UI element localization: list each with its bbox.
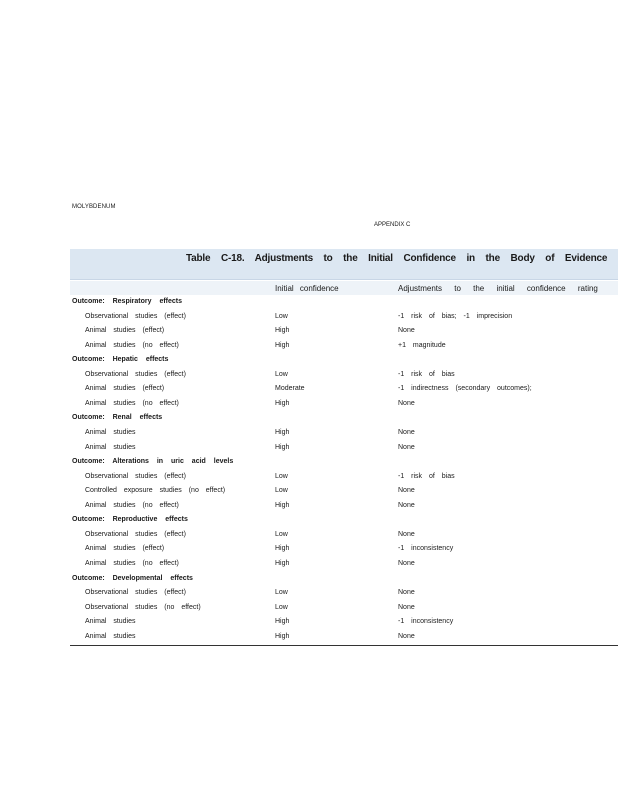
study-label: Animal studies (effect) (85, 385, 165, 393)
study-label: Animal studies (no effect) (85, 559, 179, 567)
outcome-label: Outcome: Respiratory effects (72, 298, 183, 305)
table-row (0, 560, 618, 574)
study-label: Animal studies (no effect) (85, 399, 179, 407)
adjustment-cell: None (398, 589, 415, 596)
table-row (0, 444, 618, 458)
table-row (0, 473, 618, 487)
initial-confidence-cell: High (275, 399, 290, 407)
outcome-label: Outcome: Reproductive effects (72, 516, 188, 524)
initial-confidence-cell: Low (275, 487, 288, 495)
study-label: Observational studies (effect) (85, 589, 186, 596)
adjustment-cell: -1 risk of bias (398, 472, 455, 480)
table-row (0, 487, 618, 501)
running-header-chemical: MOLYBDENUM (72, 204, 116, 210)
initial-confidence-cell: High (275, 618, 290, 626)
adjustment-cell: +1 magnitude (398, 341, 446, 349)
initial-confidence-cell: Low (275, 312, 288, 320)
table-bottom-rule (70, 645, 618, 646)
table-row (0, 604, 618, 618)
outcome-label: Outcome: Developmental effects (72, 574, 193, 582)
study-label: Animal studies (no effect) (85, 341, 179, 349)
adjustment-cell: -1 indirectness (secondary outcomes); (398, 385, 532, 393)
table-row (0, 385, 618, 399)
outcome-label: Outcome: Hepatic effects (72, 356, 169, 364)
table-row (0, 313, 618, 327)
study-label: Animal studies (effect) (85, 327, 165, 335)
table-row (0, 429, 618, 443)
adjustment-cell: -1 risk of bias; -1 imprecision (398, 312, 513, 320)
table-row (0, 589, 618, 603)
initial-confidence-cell: Low (275, 530, 288, 538)
initial-confidence-cell: High (275, 327, 290, 335)
study-label: Animal studies (85, 618, 136, 626)
initial-confidence-cell: High (275, 632, 290, 640)
table-row (0, 371, 618, 385)
outcome-row (0, 414, 618, 428)
adjustment-cell: None (398, 632, 415, 640)
initial-confidence-cell: High (275, 545, 290, 553)
table-row (0, 545, 618, 559)
table-row (0, 400, 618, 414)
initial-confidence-cell: Low (275, 603, 288, 611)
column-header-initial-confidence: Initial confidence (275, 284, 339, 293)
initial-confidence-cell: Low (275, 370, 288, 378)
initial-confidence-cell: High (275, 559, 290, 567)
adjustment-cell: None (398, 559, 415, 567)
adjustment-cell: -1 risk of bias (398, 370, 455, 378)
table-row (0, 618, 618, 632)
outcome-row (0, 516, 618, 530)
adjustment-cell: None (398, 443, 415, 451)
adjustment-cell: None (398, 501, 415, 509)
study-label: Controlled exposure studies (no effect) (85, 487, 226, 495)
study-label: Observational studies (effect) (85, 530, 186, 538)
adjustment-cell: -1 inconsistency (398, 618, 454, 626)
outcome-label: Outcome: Renal effects (72, 414, 163, 422)
column-header-adjustments: Adjustments to the initial confidence rating (398, 284, 598, 293)
study-label: Observational studies (effect) (85, 370, 186, 378)
outcome-row (0, 298, 618, 312)
study-label: Animal studies (effect) (85, 545, 165, 553)
initial-confidence-cell: High (275, 341, 290, 349)
initial-confidence-cell: High (275, 429, 290, 436)
adjustment-cell: None (398, 603, 415, 611)
study-label: Animal studies (85, 632, 136, 640)
outcome-label: Outcome: Alterations in uric acid levels (72, 458, 234, 466)
outcome-row (0, 458, 618, 472)
initial-confidence-cell: Moderate (275, 385, 305, 393)
outcome-row (0, 356, 618, 370)
adjustment-cell: None (398, 327, 415, 335)
adjustment-cell: None (398, 487, 415, 495)
initial-confidence-cell: High (275, 443, 290, 451)
table-title: Table C-18. Adjustments to the Initial Confidence in the Body of Evidence (186, 253, 608, 264)
study-label: Animal studies (85, 443, 136, 451)
initial-confidence-cell: Low (275, 589, 288, 596)
study-label: Observational studies (no effect) (85, 603, 201, 611)
study-label: Observational studies (effect) (85, 312, 186, 320)
running-header-appendix: APPENDIX C (374, 222, 411, 228)
initial-confidence-cell: High (275, 501, 290, 509)
study-label: Animal studies (no effect) (85, 501, 179, 509)
outcome-row (0, 575, 618, 589)
adjustment-cell: -1 inconsistency (398, 545, 454, 553)
table-row (0, 342, 618, 356)
study-label: Animal studies (85, 429, 136, 436)
table-row (0, 327, 618, 341)
adjustment-cell: None (398, 530, 415, 538)
initial-confidence-cell: Low (275, 472, 288, 480)
study-label: Observational studies (effect) (85, 472, 186, 480)
table-row (0, 502, 618, 516)
adjustment-cell: None (398, 399, 415, 407)
table-row (0, 531, 618, 545)
adjustment-cell: None (398, 429, 415, 436)
